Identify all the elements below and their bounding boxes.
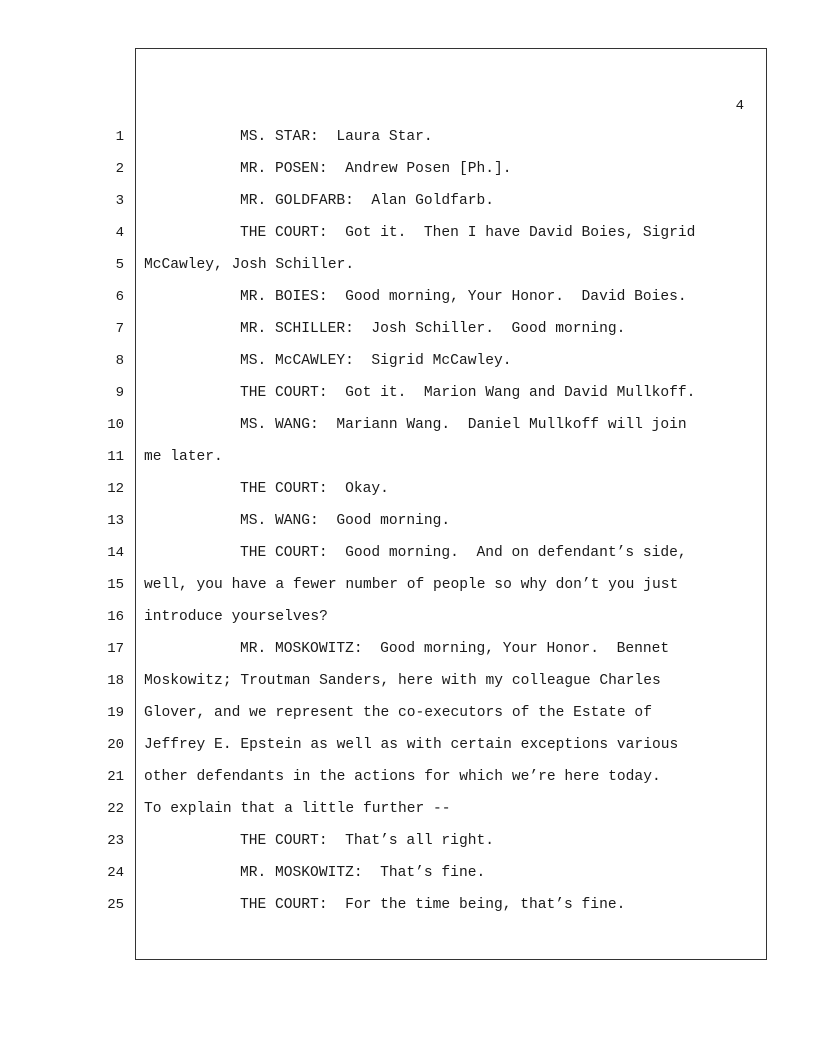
transcript-line: THE COURT: For the time being, that’s fine. — [240, 897, 626, 913]
line-number: 16 — [107, 609, 124, 625]
line-number: 7 — [115, 321, 124, 337]
transcript-line: To explain that a little further -- — [144, 801, 451, 817]
line-number: 19 — [107, 705, 124, 721]
transcript-line: THE COURT: That’s all right. — [240, 833, 494, 849]
line-number: 3 — [115, 193, 124, 209]
line-number: 4 — [115, 225, 124, 241]
transcript-line: Moskowitz; Troutman Sanders, here with my colleague Charles — [144, 673, 661, 689]
line-number: 13 — [107, 513, 124, 529]
line-number: 9 — [115, 385, 124, 401]
transcript-line: Glover, and we represent the co-executors of the Estate of — [144, 705, 652, 721]
line-number: 22 — [107, 801, 124, 817]
transcript-line: MS. STAR: Laura Star. — [240, 129, 433, 145]
transcript-line: MS. WANG: Good morning. — [240, 513, 451, 529]
line-number: 12 — [107, 481, 124, 497]
line-number: 15 — [107, 577, 124, 593]
transcript-line: MS. McCAWLEY: Sigrid McCawley. — [240, 353, 512, 369]
transcript-line: MR. BOIES: Good morning, Your Honor. David Boies. — [240, 289, 687, 305]
transcript-line: THE COURT: Got it. Marion Wang and David Mullkoff. — [240, 385, 696, 401]
line-number: 17 — [107, 641, 124, 657]
line-number: 21 — [107, 769, 124, 785]
line-number: 23 — [107, 833, 124, 849]
line-number: 5 — [115, 257, 124, 273]
line-number: 10 — [107, 417, 124, 433]
transcript-line: other defendants in the actions for which we’re here today. — [144, 769, 661, 785]
transcript-line: THE COURT: Good morning. And on defendant’s side, — [240, 545, 687, 561]
transcript-line: MS. WANG: Mariann Wang. Daniel Mullkoff will join — [240, 417, 687, 433]
line-number: 1 — [115, 129, 124, 145]
transcript-line: MR. MOSKOWITZ: Good morning, Your Honor. Bennet — [240, 641, 670, 657]
line-number: 14 — [107, 545, 124, 561]
transcript-line: MR. GOLDFARB: Alan Goldfarb. — [240, 193, 494, 209]
line-number: 18 — [107, 673, 124, 689]
line-number: 24 — [107, 865, 124, 881]
line-number: 11 — [107, 449, 124, 465]
transcript-line: THE COURT: Okay. — [240, 481, 389, 497]
transcript-line: me later. — [144, 449, 223, 465]
page-number: 4 — [735, 98, 744, 114]
line-number: 25 — [107, 897, 124, 913]
transcript-line: THE COURT: Got it. Then I have David Boies, Sigrid — [240, 225, 696, 241]
transcript-line: MR. MOSKOWITZ: That’s fine. — [240, 865, 486, 881]
transcript-line: introduce yourselves? — [144, 609, 328, 625]
line-number: 8 — [115, 353, 124, 369]
transcript-line: Jeffrey E. Epstein as well as with certain exceptions various — [144, 737, 679, 753]
line-number: 20 — [107, 737, 124, 753]
line-number: 6 — [115, 289, 124, 305]
transcript-line: MR. SCHILLER: Josh Schiller. Good morning. — [240, 321, 626, 337]
transcript-line: well, you have a fewer number of people so why don’t you just — [144, 577, 679, 593]
transcript-page-border — [135, 48, 767, 960]
transcript-line: MR. POSEN: Andrew Posen [Ph.]. — [240, 161, 512, 177]
line-number: 2 — [115, 161, 124, 177]
transcript-line: McCawley, Josh Schiller. — [144, 257, 355, 273]
